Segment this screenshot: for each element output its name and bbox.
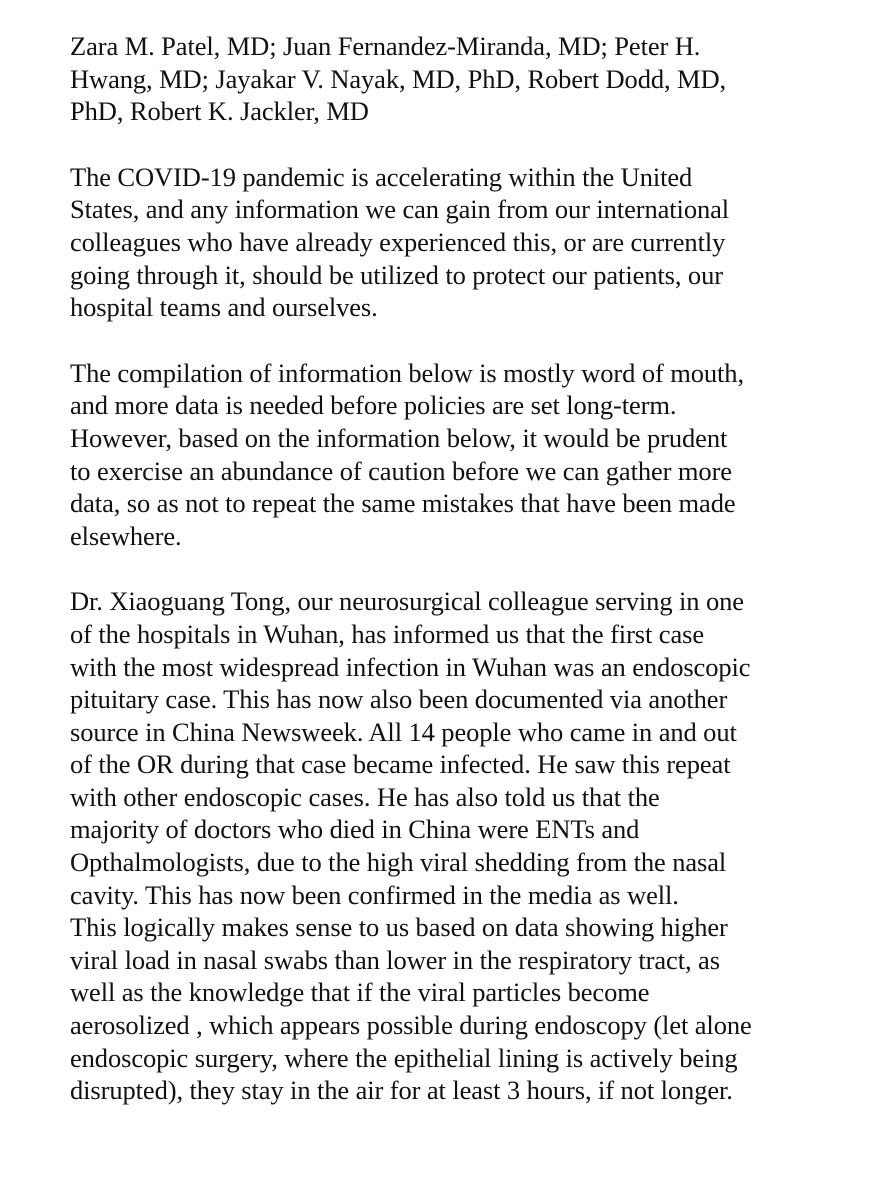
text-line: to exercise an abundance of caution before we can gather more [70,455,732,486]
text-line: and more data is needed before policies are set long-term. [70,390,677,421]
author-line: Hwang, MD; Jayakar V. Nayak, MD, PhD, Robert Dodd, MD, [70,63,727,94]
text-line: well as the knowledge that if the viral particles become [70,977,650,1008]
text-line: data, so as not to repeat the same mistakes that have been made [70,488,736,519]
text-line: However, based on the information below, it would be prudent [70,422,728,453]
text-line: elsewhere. [70,520,182,551]
text-line: with other endoscopic cases. He has also told us that the [70,781,660,812]
text-line: The COVID-19 pandemic is accelerating within the United [70,161,693,192]
text-line: The compilation of information below is mostly word of mouth, [70,357,744,388]
text-line: viral load in nasal swabs than lower in the respiratory tract, as [70,944,720,975]
text-line: of the OR during that case became infected. He saw this repeat [70,749,731,780]
text-line: with the most widespread infection in Wuhan was an endoscopic [70,651,751,682]
document-body [70,30,860,1140]
text-line: pituitary case. This has now also been documented via another [70,684,728,715]
text-line: source in China Newsweek. All 14 people who came in and out [70,716,737,747]
text-line: States, and any information we can gain from our international [70,194,730,225]
text-line: going through it, should be utilized to protect our patients, our [70,259,723,290]
author-line: PhD, Robert K. Jackler, MD [70,96,369,127]
author-list [70,30,860,128]
author-line: Zara M. Patel, MD; Juan Fernandez-Miranda, MD; Peter H. [70,31,701,61]
text-line: colleagues who have already experienced this, or are currently [70,226,726,257]
text-line: Opthalmologists, due to the high viral shedding from the nasal [70,847,727,878]
text-line: Dr. Xiaoguang Tong, our neurosurgical colleague serving in one [70,586,744,617]
text-line: This logically makes sense to us based on data showing higher [70,912,728,943]
text-line: cavity. This has now been confirmed in the media as well. [70,879,679,910]
text-line: hospital teams and ourselves. [70,292,378,323]
text-line: majority of doctors who died in China were ENTs and [70,814,640,845]
text-line: of the hospitals in Wuhan, has informed us that the first case [70,618,704,649]
paragraph-caution [70,357,860,553]
text-line: disrupted), they stay in the air for at least 3 hours, if not longer. [70,1075,733,1106]
paragraph-intro [70,161,860,324]
text-line: aerosolized , which appears possible during endoscopy (let alone [70,1010,752,1041]
paragraph-wuhan-report [70,585,860,1107]
text-line: endoscopic surgery, where the epithelial lining is actively being [70,1042,738,1073]
